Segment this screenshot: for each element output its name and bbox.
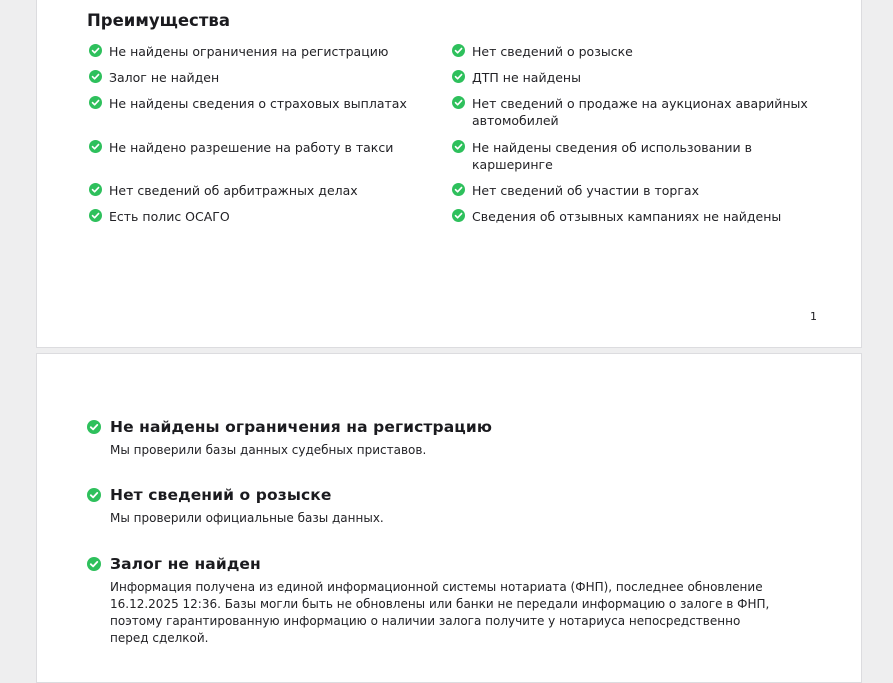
advantage-item: [89, 208, 452, 225]
advantage-text: Нет сведений о продаже на аукционах аварийных автомобилей: [472, 96, 808, 128]
check-circle-icon: [89, 183, 102, 196]
report-page-2: [36, 353, 862, 683]
advantages-list: [89, 43, 829, 234]
advantage-item: [89, 182, 452, 199]
check-circle-icon: [89, 44, 102, 57]
check-circle-icon: [89, 96, 102, 109]
detail-title: Нет сведений о розыске: [110, 486, 332, 504]
detail-section: [87, 486, 777, 527]
page-number: 1: [810, 310, 817, 323]
advantages-row: [89, 208, 829, 234]
advantage-text: Не найдены ограничения на регистрацию: [109, 44, 389, 59]
advantage-text: Сведения об отзывных кампаниях не найдены: [472, 209, 782, 224]
advantage-item: [89, 139, 452, 156]
advantage-text: Не найдено разрешение на работу в такси: [109, 140, 394, 155]
check-circle-icon: [452, 183, 465, 196]
detail-section: [87, 418, 777, 459]
advantage-item: [452, 208, 829, 225]
advantage-item: [452, 182, 829, 199]
advantage-text: Нет сведений об арбитражных делах: [109, 183, 358, 198]
detail-heading: [87, 555, 777, 573]
advantage-text: Нет сведений о розыске: [472, 44, 633, 59]
check-circle-icon: [87, 557, 101, 571]
advantage-item: [452, 95, 829, 129]
check-circle-icon: [452, 96, 465, 109]
advantage-item: [89, 95, 452, 112]
advantage-item: [89, 43, 452, 60]
check-circle-icon: [87, 488, 101, 502]
detail-description: Мы проверили базы данных судебных приставов.: [110, 443, 427, 457]
detail-description: Мы проверили официальные базы данных.: [110, 511, 384, 525]
advantage-text: Не найдены сведения о страховых выплатах: [109, 96, 407, 111]
check-circle-icon: [89, 140, 102, 153]
check-circle-icon: [89, 70, 102, 83]
advantages-row: [89, 139, 829, 182]
advantage-text: ДТП не найдены: [472, 70, 581, 85]
advantage-text: Нет сведений об участии в торгах: [472, 183, 699, 198]
advantages-title: Преимущества: [87, 11, 230, 30]
advantage-item: [452, 139, 829, 173]
advantage-item: [89, 69, 452, 86]
detail-heading: [87, 486, 777, 504]
detail-heading: [87, 418, 777, 436]
check-circle-icon: [87, 420, 101, 434]
check-circle-icon: [452, 140, 465, 153]
advantages-row: [89, 43, 829, 69]
check-circle-icon: [89, 209, 102, 222]
report-page-1: [36, 0, 862, 348]
detail-title: Не найдены ограничения на регистрацию: [110, 418, 492, 436]
detail-description: Информация получена из единой информационной системы нотариата (ФНП), последнее обновление 16.12.2025 12:36. Базы могли быть не обновлены или банки не передали информацию о залоге в ФНП, поэтому гарантированную информацию о наличии залога получите у нотариуса непосредственно перед сделкой.: [110, 580, 770, 645]
detail-section: [87, 555, 777, 647]
advantage-text: Есть полис ОСАГО: [109, 209, 230, 224]
advantages-row: [89, 69, 829, 95]
advantage-text: Залог не найден: [109, 70, 220, 85]
advantages-row: [89, 95, 829, 139]
check-circle-icon: [452, 44, 465, 57]
detail-title: Залог не найден: [110, 555, 261, 573]
advantage-text: Не найдены сведения об использовании в каршеринге: [472, 140, 753, 172]
check-circle-icon: [452, 70, 465, 83]
advantage-item: [452, 69, 829, 86]
advantages-row: [89, 182, 829, 208]
advantage-item: [452, 43, 829, 60]
check-circle-icon: [452, 209, 465, 222]
